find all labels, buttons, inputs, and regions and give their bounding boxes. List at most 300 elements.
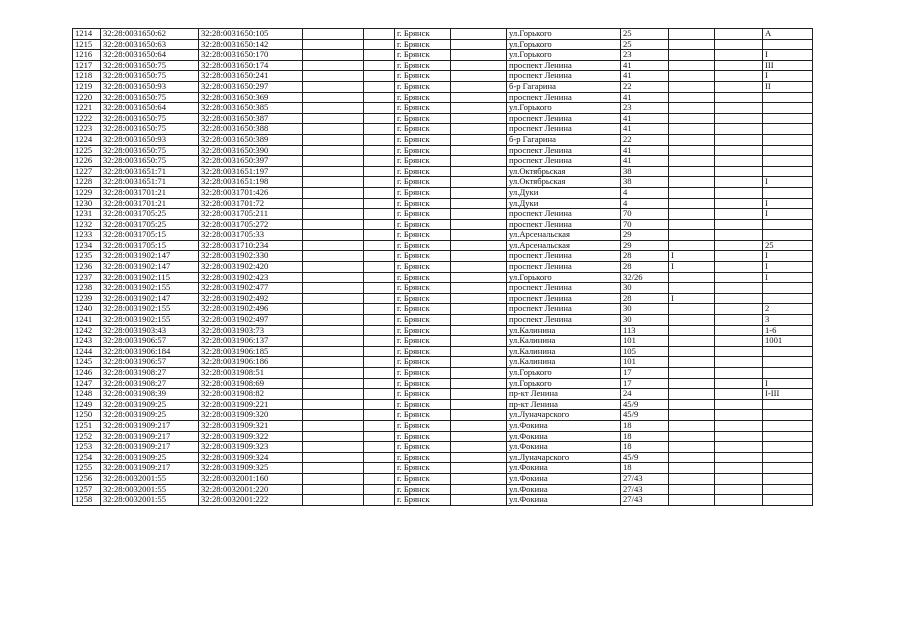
premises-cell (763, 442, 813, 453)
building-cell (669, 442, 715, 453)
street-cell: б-р Гагарина (507, 134, 621, 145)
street-cell: ул.Фокина (507, 484, 621, 495)
blank-cell-a (303, 166, 364, 177)
blank-cell-c (451, 378, 507, 389)
object-number-cell: 32:28:0031650:385 (199, 103, 303, 114)
building-cell (669, 378, 715, 389)
blank-cell-b (364, 71, 395, 82)
parcel-number-cell: 32:28:0031650:93 (101, 81, 199, 92)
blank-cell-d (715, 219, 763, 230)
city-cell: г. Брянск (395, 389, 451, 400)
blank-cell-a (303, 156, 364, 167)
blank-cell-c (451, 272, 507, 283)
object-number-cell: 32:28:0032001:222 (199, 495, 303, 506)
blank-cell-a (303, 378, 364, 389)
premises-cell (763, 473, 813, 484)
building-cell (669, 81, 715, 92)
row-number-cell: 1248 (73, 389, 101, 400)
blank-cell-b (364, 293, 395, 304)
blank-cell-b (364, 452, 395, 463)
object-number-cell: 32:28:0031909:321 (199, 420, 303, 431)
street-cell: ул.Калинина (507, 346, 621, 357)
blank-cell-d (715, 81, 763, 92)
object-number-cell: 32:28:0032001:160 (199, 473, 303, 484)
blank-cell-a (303, 389, 364, 400)
parcel-number-cell: 32:28:0031902:155 (101, 304, 199, 315)
blank-cell-c (451, 399, 507, 410)
object-number-cell: 32:28:0031906:185 (199, 346, 303, 357)
blank-cell-d (715, 399, 763, 410)
house-number-cell: 29 (621, 240, 669, 251)
premises-cell (763, 134, 813, 145)
parcel-number-cell: 32:28:0031902:155 (101, 315, 199, 326)
blank-cell-c (451, 368, 507, 379)
parcel-number-cell: 32:28:0032001:55 (101, 473, 199, 484)
blank-cell-a (303, 495, 364, 506)
blank-cell-b (364, 187, 395, 198)
table-row (73, 209, 813, 220)
table-row (73, 378, 813, 389)
blank-cell-c (451, 134, 507, 145)
parcel-number-cell: 32:28:0031902:147 (101, 262, 199, 273)
city-cell: г. Брянск (395, 368, 451, 379)
street-cell: ул.Арсенальская (507, 240, 621, 251)
blank-cell-a (303, 262, 364, 273)
building-cell (669, 113, 715, 124)
premises-cell (763, 113, 813, 124)
object-number-cell: 32:28:0031903:73 (199, 325, 303, 336)
street-cell: ул.Калинина (507, 357, 621, 368)
premises-cell: I (763, 71, 813, 82)
street-cell: проспект Ленина (507, 251, 621, 262)
street-cell: ул.Октябрьская (507, 177, 621, 188)
street-cell: проспект Ленина (507, 209, 621, 220)
scan-edge-mark (0, 150, 2, 350)
blank-cell-b (364, 156, 395, 167)
house-number-cell: 18 (621, 442, 669, 453)
row-number-cell: 1230 (73, 198, 101, 209)
blank-cell-a (303, 452, 364, 463)
row-number-cell: 1247 (73, 378, 101, 389)
row-number-cell: 1254 (73, 452, 101, 463)
city-cell: г. Брянск (395, 315, 451, 326)
house-number-cell: 38 (621, 166, 669, 177)
blank-cell-a (303, 336, 364, 347)
house-number-cell: 22 (621, 134, 669, 145)
street-cell: ул.Фокина (507, 463, 621, 474)
building-cell (669, 29, 715, 40)
table-row (73, 124, 813, 135)
object-number-cell: 32:28:0031650:241 (199, 71, 303, 82)
parcel-number-cell: 32:28:0031906:57 (101, 357, 199, 368)
row-number-cell: 1225 (73, 145, 101, 156)
blank-cell-c (451, 463, 507, 474)
city-cell: г. Брянск (395, 346, 451, 357)
parcel-number-cell: 32:28:0031650:64 (101, 50, 199, 61)
parcel-number-cell: 32:28:0031909:217 (101, 463, 199, 474)
street-cell: проспект Ленина (507, 304, 621, 315)
blank-cell-c (451, 39, 507, 50)
house-number-cell: 4 (621, 198, 669, 209)
blank-cell-c (451, 29, 507, 40)
street-cell: ул.Фокина (507, 420, 621, 431)
house-number-cell: 23 (621, 103, 669, 114)
blank-cell-c (451, 283, 507, 294)
table-row (73, 473, 813, 484)
premises-cell (763, 463, 813, 474)
city-cell: г. Брянск (395, 209, 451, 220)
house-number-cell: 41 (621, 71, 669, 82)
building-cell (669, 420, 715, 431)
blank-cell-b (364, 103, 395, 114)
parcel-number-cell: 32:28:0031650:75 (101, 124, 199, 135)
blank-cell-b (364, 50, 395, 61)
premises-cell (763, 357, 813, 368)
blank-cell-b (364, 410, 395, 421)
blank-cell-b (364, 251, 395, 262)
house-number-cell: 30 (621, 304, 669, 315)
row-number-cell: 1229 (73, 187, 101, 198)
row-number-cell: 1214 (73, 29, 101, 40)
blank-cell-b (364, 357, 395, 368)
city-cell: г. Брянск (395, 71, 451, 82)
blank-cell-a (303, 442, 364, 453)
city-cell: г. Брянск (395, 39, 451, 50)
row-number-cell: 1236 (73, 262, 101, 273)
row-number-cell: 1227 (73, 166, 101, 177)
house-number-cell: 30 (621, 283, 669, 294)
blank-cell-a (303, 293, 364, 304)
row-number-cell: 1249 (73, 399, 101, 410)
parcel-number-cell: 32:28:0031705:25 (101, 219, 199, 230)
building-cell (669, 198, 715, 209)
blank-cell-d (715, 283, 763, 294)
blank-cell-b (364, 198, 395, 209)
table-row (73, 399, 813, 410)
premises-cell: I (763, 262, 813, 273)
parcel-number-cell: 32:28:0031650:75 (101, 156, 199, 167)
object-number-cell: 32:28:0031705:33 (199, 230, 303, 241)
parcel-number-cell: 32:28:0031906:57 (101, 336, 199, 347)
blank-cell-c (451, 71, 507, 82)
house-number-cell: 18 (621, 420, 669, 431)
building-cell (669, 39, 715, 50)
blank-cell-d (715, 71, 763, 82)
building-cell (669, 283, 715, 294)
street-cell: ул.Горького (507, 39, 621, 50)
blank-cell-d (715, 325, 763, 336)
blank-cell-c (451, 145, 507, 156)
blank-cell-a (303, 198, 364, 209)
blank-cell-a (303, 187, 364, 198)
row-number-cell: 1253 (73, 442, 101, 453)
blank-cell-a (303, 484, 364, 495)
blank-cell-b (364, 81, 395, 92)
street-cell: проспект Ленина (507, 156, 621, 167)
premises-cell (763, 145, 813, 156)
premises-cell (763, 92, 813, 103)
table-row (73, 230, 813, 241)
blank-cell-b (364, 346, 395, 357)
table-row (73, 39, 813, 50)
object-number-cell: 32:28:0031902:423 (199, 272, 303, 283)
blank-cell-c (451, 325, 507, 336)
blank-cell-d (715, 166, 763, 177)
object-number-cell: 32:28:0031902:420 (199, 262, 303, 273)
house-number-cell: 105 (621, 346, 669, 357)
house-number-cell: 113 (621, 325, 669, 336)
blank-cell-b (364, 166, 395, 177)
city-cell: г. Брянск (395, 283, 451, 294)
object-number-cell: 32:28:0031902:477 (199, 283, 303, 294)
blank-cell-a (303, 81, 364, 92)
building-cell (669, 134, 715, 145)
premises-cell (763, 410, 813, 421)
table-row (73, 240, 813, 251)
premises-cell (763, 452, 813, 463)
street-cell: проспект Ленина (507, 145, 621, 156)
premises-cell (763, 420, 813, 431)
object-number-cell: 32:28:0031651:198 (199, 177, 303, 188)
blank-cell-b (364, 378, 395, 389)
street-cell: проспект Ленина (507, 219, 621, 230)
building-cell (669, 209, 715, 220)
parcel-number-cell: 32:28:0031902:115 (101, 272, 199, 283)
city-cell: г. Брянск (395, 304, 451, 315)
building-cell (669, 145, 715, 156)
object-number-cell: 32:28:0031909:320 (199, 410, 303, 421)
blank-cell-a (303, 103, 364, 114)
object-number-cell: 32:28:0031906:186 (199, 357, 303, 368)
table-row (73, 113, 813, 124)
parcel-number-cell: 32:28:0031650:75 (101, 71, 199, 82)
object-number-cell: 32:28:0031909:221 (199, 399, 303, 410)
blank-cell-a (303, 124, 364, 135)
house-number-cell: 25 (621, 29, 669, 40)
blank-cell-c (451, 113, 507, 124)
building-cell (669, 399, 715, 410)
parcel-number-cell: 32:28:0031650:75 (101, 113, 199, 124)
blank-cell-b (364, 325, 395, 336)
parcel-number-cell: 32:28:0031650:63 (101, 39, 199, 50)
blank-cell-d (715, 304, 763, 315)
table-row (73, 156, 813, 167)
table-row (73, 166, 813, 177)
blank-cell-b (364, 368, 395, 379)
object-number-cell: 32:28:0031902:497 (199, 315, 303, 326)
blank-cell-d (715, 463, 763, 474)
blank-cell-d (715, 251, 763, 262)
premises-cell: 1-6 (763, 325, 813, 336)
building-cell (669, 103, 715, 114)
house-number-cell: 25 (621, 39, 669, 50)
building-cell (669, 230, 715, 241)
building-cell (669, 410, 715, 421)
blank-cell-a (303, 219, 364, 230)
street-cell: ул.Горького (507, 368, 621, 379)
row-number-cell: 1219 (73, 81, 101, 92)
street-cell: ул.Горького (507, 272, 621, 283)
blank-cell-c (451, 166, 507, 177)
object-number-cell: 32:28:0031701:426 (199, 187, 303, 198)
table-row (73, 315, 813, 326)
blank-cell-d (715, 113, 763, 124)
blank-cell-c (451, 293, 507, 304)
row-number-cell: 1232 (73, 219, 101, 230)
blank-cell-a (303, 368, 364, 379)
city-cell: г. Брянск (395, 60, 451, 71)
street-cell: ул.Фокина (507, 442, 621, 453)
blank-cell-a (303, 113, 364, 124)
blank-cell-b (364, 134, 395, 145)
premises-cell (763, 484, 813, 495)
blank-cell-c (451, 420, 507, 431)
house-number-cell: 28 (621, 293, 669, 304)
blank-cell-c (451, 452, 507, 463)
house-number-cell: 24 (621, 389, 669, 400)
row-number-cell: 1218 (73, 71, 101, 82)
object-number-cell: 32:28:0031650:105 (199, 29, 303, 40)
blank-cell-d (715, 452, 763, 463)
row-number-cell: 1220 (73, 92, 101, 103)
city-cell: г. Брянск (395, 156, 451, 167)
house-number-cell: 41 (621, 60, 669, 71)
row-number-cell: 1246 (73, 368, 101, 379)
parcel-number-cell: 32:28:0032001:55 (101, 495, 199, 506)
house-number-cell: 28 (621, 262, 669, 273)
row-number-cell: 1255 (73, 463, 101, 474)
object-number-cell: 32:28:0031650:170 (199, 50, 303, 61)
row-number-cell: 1245 (73, 357, 101, 368)
table-row (73, 368, 813, 379)
row-number-cell: 1243 (73, 336, 101, 347)
row-number-cell: 1215 (73, 39, 101, 50)
parcel-number-cell: 32:28:0031650:75 (101, 145, 199, 156)
blank-cell-d (715, 209, 763, 220)
table-row (73, 219, 813, 230)
parcel-number-cell: 32:28:0031650:75 (101, 60, 199, 71)
table-row (73, 304, 813, 315)
premises-cell (763, 39, 813, 50)
blank-cell-d (715, 92, 763, 103)
city-cell: г. Брянск (395, 495, 451, 506)
object-number-cell: 32:28:0031650:369 (199, 92, 303, 103)
house-number-cell: 41 (621, 145, 669, 156)
building-cell (669, 473, 715, 484)
premises-cell: I-III (763, 389, 813, 400)
city-cell: г. Брянск (395, 198, 451, 209)
blank-cell-c (451, 92, 507, 103)
blank-cell-d (715, 420, 763, 431)
blank-cell-d (715, 410, 763, 421)
object-number-cell: 32:28:0031902:496 (199, 304, 303, 315)
row-number-cell: 1223 (73, 124, 101, 135)
parcel-number-cell: 32:28:0031908:27 (101, 378, 199, 389)
table-row (73, 103, 813, 114)
premises-cell (763, 431, 813, 442)
object-number-cell: 32:28:0031650:389 (199, 134, 303, 145)
blank-cell-a (303, 29, 364, 40)
blank-cell-d (715, 473, 763, 484)
parcel-number-cell: 32:28:0031908:27 (101, 368, 199, 379)
blank-cell-d (715, 156, 763, 167)
premises-cell: I (763, 198, 813, 209)
street-cell: ул.Горького (507, 29, 621, 40)
building-cell (669, 452, 715, 463)
blank-cell-a (303, 145, 364, 156)
street-cell: ул.Горького (507, 378, 621, 389)
blank-cell-b (364, 240, 395, 251)
house-number-cell: 27/43 (621, 495, 669, 506)
blank-cell-a (303, 39, 364, 50)
parcel-number-cell: 32:28:0031705:25 (101, 209, 199, 220)
table-row (73, 410, 813, 421)
blank-cell-d (715, 103, 763, 114)
parcel-number-cell: 32:28:0031909:25 (101, 452, 199, 463)
premises-cell (763, 283, 813, 294)
table-row (73, 60, 813, 71)
city-cell: г. Брянск (395, 251, 451, 262)
parcel-number-cell: 32:28:0031902:147 (101, 293, 199, 304)
table-row (73, 484, 813, 495)
blank-cell-a (303, 209, 364, 220)
object-number-cell: 32:28:0031909:325 (199, 463, 303, 474)
house-number-cell: 32/26 (621, 272, 669, 283)
city-cell: г. Брянск (395, 177, 451, 188)
row-number-cell: 1258 (73, 495, 101, 506)
parcel-number-cell: 32:28:0031650:62 (101, 29, 199, 40)
blank-cell-a (303, 134, 364, 145)
blank-cell-b (364, 399, 395, 410)
blank-cell-c (451, 124, 507, 135)
row-number-cell: 1233 (73, 230, 101, 241)
blank-cell-b (364, 304, 395, 315)
city-cell: г. Брянск (395, 81, 451, 92)
row-number-cell: 1221 (73, 103, 101, 114)
parcel-number-cell: 32:28:0031909:25 (101, 399, 199, 410)
premises-cell (763, 156, 813, 167)
object-number-cell: 32:28:0032001:220 (199, 484, 303, 495)
table-row (73, 187, 813, 198)
house-number-cell: 45/9 (621, 399, 669, 410)
building-cell (669, 431, 715, 442)
street-cell: ул.Фокина (507, 473, 621, 484)
street-cell: проспект Ленина (507, 262, 621, 273)
row-number-cell: 1256 (73, 473, 101, 484)
blank-cell-a (303, 315, 364, 326)
city-cell: г. Брянск (395, 420, 451, 431)
blank-cell-c (451, 251, 507, 262)
blank-cell-d (715, 187, 763, 198)
blank-cell-a (303, 71, 364, 82)
parcel-number-cell: 32:28:0031909:217 (101, 420, 199, 431)
street-cell: проспект Ленина (507, 71, 621, 82)
table-row (73, 198, 813, 209)
blank-cell-b (364, 283, 395, 294)
blank-cell-a (303, 399, 364, 410)
row-number-cell: 1226 (73, 156, 101, 167)
street-cell: ул.Фокина (507, 495, 621, 506)
parcel-number-cell: 32:28:0031651:71 (101, 166, 199, 177)
blank-cell-a (303, 431, 364, 442)
row-number-cell: 1257 (73, 484, 101, 495)
blank-cell-c (451, 389, 507, 400)
object-number-cell: 32:28:0031650:388 (199, 124, 303, 135)
house-number-cell: 38 (621, 177, 669, 188)
house-number-cell: 18 (621, 463, 669, 474)
blank-cell-a (303, 304, 364, 315)
street-cell: ул.Луначарского (507, 452, 621, 463)
